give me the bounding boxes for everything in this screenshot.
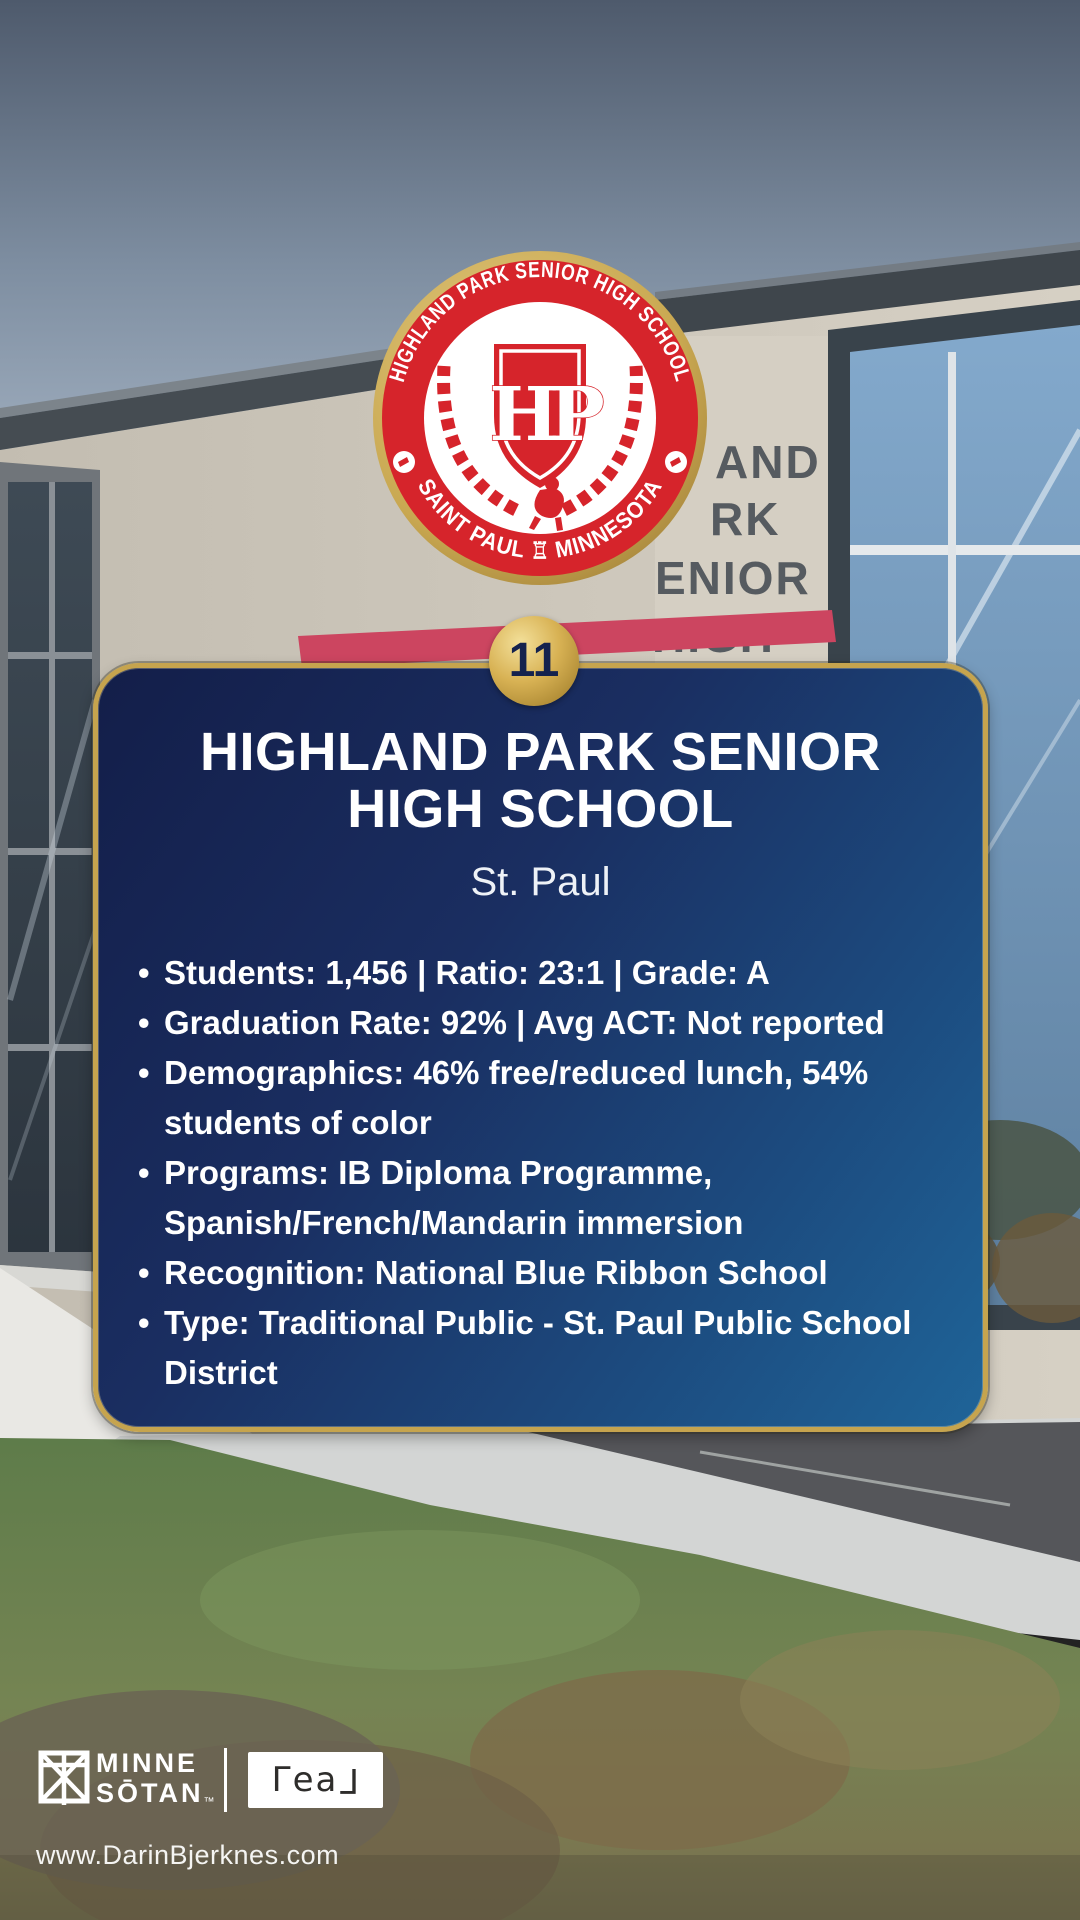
seal-side-emblem-right: [665, 451, 687, 473]
real-glyph-a: a: [315, 1760, 339, 1800]
stat-item-students: • Students: 1,456 | Ratio: 23:1 | Grade: A: [136, 948, 955, 998]
minnesotan-wordmark-line1: MINNE: [96, 1748, 198, 1778]
seal-monogram: HP: [489, 372, 595, 458]
svg-text:RK: RK: [710, 493, 781, 545]
minnesotan-wordmark-text: SŌTAN: [96, 1778, 204, 1808]
seal-ring-text-bottom: SAINT PAUL ♖ MINNESOTA: [412, 472, 668, 564]
real-glyph-l: Γ: [338, 1760, 360, 1800]
rank-number: 11: [508, 634, 560, 687]
stat-item-recognition: • Recognition: National Blue Ribbon School: [136, 1248, 955, 1298]
stat-item-demographics: • Demographics: 46% free/reduced lunch, 54% students of color: [136, 1048, 955, 1148]
real-glyph-e: e: [292, 1760, 316, 1800]
seal-side-emblem-left: [393, 451, 415, 473]
seal-ring-text-top: HIGHLAND PARK SENIOR HIGH SCHOOL: [384, 256, 697, 388]
website-url: www.DarinBjerknes.com: [36, 1840, 340, 1870]
stat-item-programs: • Programs: IB Diploma Programme, Spanish/French/Mandarin immersion: [136, 1148, 955, 1248]
rank-badge: [489, 616, 579, 706]
stat-item-graduation: • Graduation Rate: 92% | Avg ACT: Not reported: [136, 998, 955, 1048]
real-glyph-r: Γ: [271, 1760, 293, 1800]
svg-text:ENIOR: ENIOR: [655, 552, 811, 604]
school-seal-logo: [370, 248, 710, 588]
svg-text:AND: AND: [715, 436, 821, 488]
left-window: [0, 462, 100, 1292]
info-card: [93, 663, 988, 1432]
school-stats-list: [126, 948, 955, 1398]
school-name-title: HIGHLAND PARK SENIOR HIGH SCHOOL: [199, 722, 882, 839]
stat-item-type: • Type: Traditional Public - St. Paul Public School District: [136, 1298, 955, 1398]
trademark-symbol: ™: [203, 1796, 218, 1808]
city-subtitle: St. Paul: [470, 860, 611, 904]
